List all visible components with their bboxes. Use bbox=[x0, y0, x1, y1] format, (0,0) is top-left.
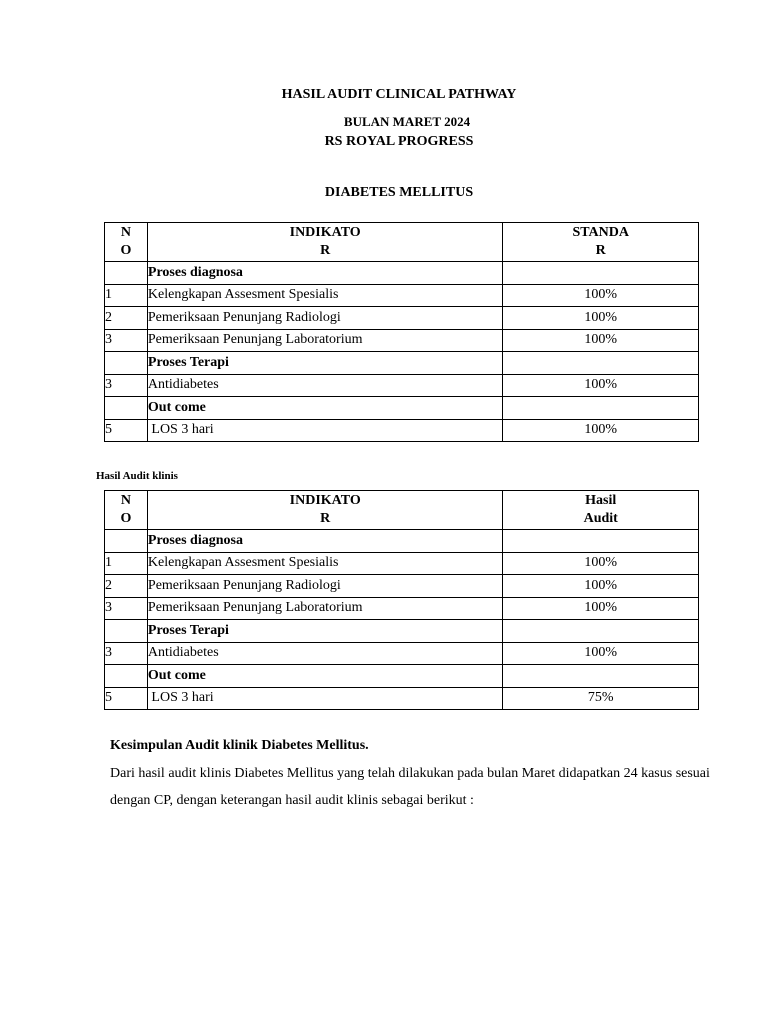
header-value: STANDA R bbox=[503, 223, 699, 262]
section-row bbox=[105, 530, 699, 553]
cell-indicator: Antidiabetes bbox=[147, 642, 503, 665]
cell-no bbox=[105, 352, 148, 375]
document-month: BULAN MARET 2024 bbox=[343, 114, 471, 129]
topic-title: DIABETES MELLITUS bbox=[324, 185, 474, 200]
table-row bbox=[105, 575, 699, 598]
header-no: N O bbox=[105, 491, 148, 530]
table-row bbox=[105, 597, 699, 620]
cell-value bbox=[503, 397, 699, 420]
cell-value bbox=[503, 352, 699, 375]
cell-indicator: Pemeriksaan Penunjang Radiologi bbox=[147, 307, 503, 330]
cell-value: 100% bbox=[503, 552, 699, 575]
cell-no bbox=[105, 530, 148, 553]
cell-no: 1 bbox=[105, 552, 148, 575]
cell-value: 100% bbox=[503, 307, 699, 330]
cell-indicator: Kelengkapan Assesment Spesialis bbox=[147, 552, 503, 575]
table-row bbox=[105, 374, 699, 397]
cell-indicator: Pemeriksaan Penunjang Radiologi bbox=[147, 575, 503, 598]
section-row bbox=[105, 397, 699, 420]
cell-value: 100% bbox=[503, 419, 699, 442]
table-header-row bbox=[105, 491, 699, 530]
cell-no: 3 bbox=[105, 642, 148, 665]
cell-value: 100% bbox=[503, 329, 699, 352]
cell-indicator: Out come bbox=[147, 665, 503, 688]
cell-indicator: Proses diagnosa bbox=[147, 262, 503, 285]
section-row bbox=[105, 352, 699, 375]
cell-no bbox=[105, 620, 148, 643]
cell-indicator: Proses diagnosa bbox=[147, 530, 503, 553]
cell-no: 3 bbox=[105, 374, 148, 397]
table-row bbox=[105, 419, 699, 442]
header-indicator: INDIKATO R bbox=[147, 491, 503, 530]
table-row bbox=[105, 552, 699, 575]
cell-no bbox=[105, 665, 148, 688]
cell-no: 2 bbox=[105, 307, 148, 330]
cell-no: 1 bbox=[105, 284, 148, 307]
cell-no: 3 bbox=[105, 329, 148, 352]
cell-indicator: Proses Terapi bbox=[147, 352, 503, 375]
cell-no bbox=[105, 397, 148, 420]
cell-indicator: Antidiabetes bbox=[147, 374, 503, 397]
cell-value bbox=[503, 262, 699, 285]
table-row bbox=[105, 687, 699, 710]
document-title: HASIL AUDIT CLINICAL PATHWAY bbox=[281, 87, 517, 102]
header-value: Hasil Audit bbox=[503, 491, 699, 530]
audit-result-label: Hasil Audit klinis bbox=[96, 470, 178, 482]
section-row bbox=[105, 262, 699, 285]
cell-no: 5 bbox=[105, 687, 148, 710]
audit-result-table bbox=[104, 490, 699, 710]
cell-value: 100% bbox=[503, 597, 699, 620]
table-row bbox=[105, 284, 699, 307]
cell-value: 100% bbox=[503, 284, 699, 307]
conclusion-title: Kesimpulan Audit klinik Diabetes Mellitus. bbox=[110, 738, 369, 753]
section-row bbox=[105, 665, 699, 688]
cell-indicator: LOS 3 hari bbox=[147, 419, 503, 442]
cell-no: 5 bbox=[105, 419, 148, 442]
table-header-row bbox=[105, 223, 699, 262]
cell-no: 2 bbox=[105, 575, 148, 598]
cell-indicator: Kelengkapan Assesment Spesialis bbox=[147, 284, 503, 307]
cell-value: 75% bbox=[503, 687, 699, 710]
cell-no: 3 bbox=[105, 597, 148, 620]
cell-indicator: Out come bbox=[147, 397, 503, 420]
cell-indicator: LOS 3 hari bbox=[147, 687, 503, 710]
cell-value bbox=[503, 530, 699, 553]
hospital-name: RS ROYAL PROGRESS bbox=[324, 134, 474, 149]
header-no: N O bbox=[105, 223, 148, 262]
cell-indicator: Proses Terapi bbox=[147, 620, 503, 643]
cell-indicator: Pemeriksaan Penunjang Laboratorium bbox=[147, 329, 503, 352]
table-row bbox=[105, 307, 699, 330]
cell-no bbox=[105, 262, 148, 285]
cell-value: 100% bbox=[503, 575, 699, 598]
cell-value: 100% bbox=[503, 374, 699, 397]
table-row bbox=[105, 642, 699, 665]
cell-value bbox=[503, 665, 699, 688]
standard-table bbox=[104, 222, 699, 442]
header-indicator: INDIKATO R bbox=[147, 223, 503, 262]
cell-value bbox=[503, 620, 699, 643]
cell-value: 100% bbox=[503, 642, 699, 665]
section-row bbox=[105, 620, 699, 643]
cell-indicator: Pemeriksaan Penunjang Laboratorium bbox=[147, 597, 503, 620]
conclusion-body: Dari hasil audit klinis Diabetes Mellitus yang telah dilakukan pada bulan Maret didapatkan 24 kasus sesuai dengan CP, dengan keterangan hasil audit klinis sebagai berikut : bbox=[110, 766, 710, 808]
table-row bbox=[105, 329, 699, 352]
